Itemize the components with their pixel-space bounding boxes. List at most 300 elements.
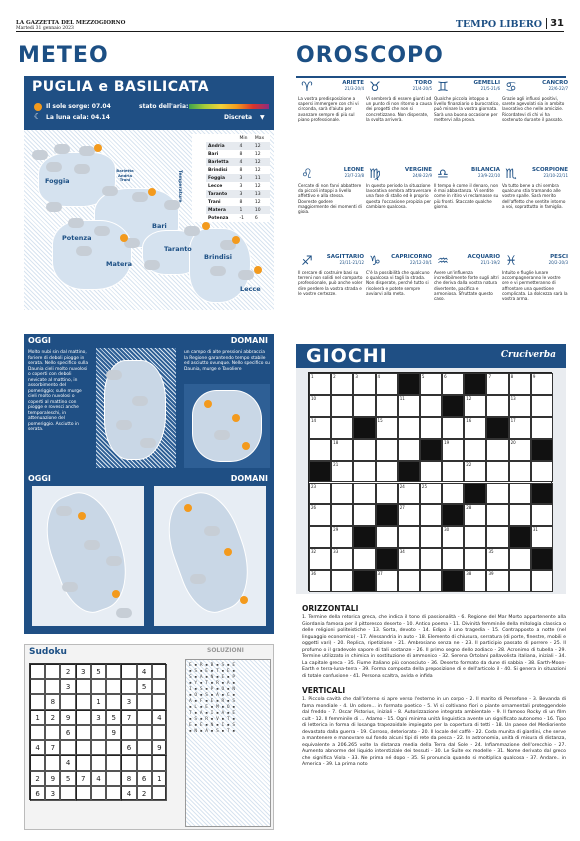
sign-name: GEMELLI (473, 80, 500, 86)
sudoku-cell: 4 (152, 710, 167, 725)
zodiac-leone-icon: ♌ (301, 167, 313, 182)
sudoku-cell[interactable] (91, 679, 106, 694)
sudoku-cell[interactable] (30, 664, 45, 679)
crossword-cell[interactable] (331, 504, 353, 526)
map-label-foggia: Foggia (45, 177, 70, 185)
sign-dates: 22/12-20/1 (410, 260, 432, 265)
sudoku-cell[interactable] (121, 725, 136, 740)
crossword-cell[interactable] (331, 548, 353, 570)
crossword-cell[interactable] (353, 461, 375, 483)
crossword-number: 1 (311, 374, 314, 379)
crossword-cell[interactable] (398, 395, 420, 417)
orizzontali-title: ORIZZONTALI (302, 604, 359, 613)
zodiac-vergine-icon: ♍ (369, 167, 381, 182)
sudoku-cell[interactable] (91, 755, 106, 770)
crossword-cell[interactable] (509, 417, 531, 439)
crossword-cell[interactable] (353, 548, 375, 570)
sign-dates: 21/4-20/5 (412, 86, 432, 91)
sudoku-cell[interactable] (60, 694, 75, 709)
sudoku-cell[interactable] (30, 679, 45, 694)
sudoku-cell: 6 (60, 725, 75, 740)
sudoku-cell[interactable] (152, 664, 167, 679)
crossword-cell[interactable] (464, 395, 486, 417)
crossword-cell[interactable] (376, 439, 398, 461)
mini-map-shape (192, 390, 262, 462)
crossword-number: 9 (532, 374, 536, 379)
domani-label: DOMANI (230, 336, 268, 345)
sign-name: BILANCIA (471, 167, 500, 173)
sign-cancro (502, 80, 568, 122)
sudoku-cell[interactable] (76, 755, 91, 770)
crossword-cell[interactable] (531, 417, 553, 439)
crossword-cell[interactable] (509, 570, 531, 592)
sudoku-cell: 9 (60, 710, 75, 725)
crossword-cell[interactable] (464, 504, 486, 526)
crossword-block (442, 395, 464, 417)
crossword-cell[interactable] (531, 526, 553, 548)
crossword-cell[interactable] (509, 483, 531, 505)
giochi-header (296, 344, 566, 368)
crossword-cell[interactable] (398, 417, 420, 439)
crossword-number: 11 (399, 395, 405, 401)
crossword-cell[interactable] (331, 570, 353, 592)
air-quality-pointer-icon: ▼ (260, 114, 265, 121)
crossword-cell[interactable] (531, 395, 553, 417)
meteo-title: METEO (18, 43, 109, 68)
meteo-region-panel (24, 76, 274, 128)
cloud-icon (76, 246, 92, 256)
crossword-block (464, 483, 486, 505)
crossword-number: 17 (510, 417, 516, 423)
crossword-cell[interactable] (309, 373, 331, 395)
sudoku-cell[interactable] (76, 679, 91, 694)
crossword-number: 7 (488, 374, 491, 379)
sudoku-cell[interactable] (152, 786, 167, 801)
crossword-cell[interactable] (331, 526, 353, 548)
crossword-cell[interactable] (309, 417, 331, 439)
sudoku-cell[interactable] (45, 679, 60, 694)
crossword-block (376, 504, 398, 526)
sudoku-cell[interactable] (137, 710, 152, 725)
crossword-cell[interactable] (486, 504, 508, 526)
italy-map-oggi (32, 486, 144, 626)
crossword-cell[interactable] (376, 526, 398, 548)
crossword-cell[interactable] (464, 570, 486, 592)
crossword-cell[interactable] (442, 417, 464, 439)
sudoku-cell: 6 (30, 786, 45, 801)
sudoku-cell[interactable] (76, 725, 91, 740)
crossword-cell[interactable] (376, 483, 398, 505)
zodiac-scorpione-icon: ♏ (505, 167, 517, 182)
crossword-number: 20 (510, 439, 516, 445)
sudoku-cell: 9 (106, 725, 121, 740)
temp-row: Bari 8 12 (208, 151, 261, 157)
crossword-cell[interactable] (509, 439, 531, 461)
crossword-number: 2 (333, 374, 336, 379)
cloud-icon (204, 526, 220, 536)
sign-text: Il tempo è come il denaro, non è mai abbastanza. Vi sentite come in ritiro vi reclamasse su più fronti. Staccate qualche giorno. (434, 183, 499, 209)
crossword-cell[interactable] (509, 395, 531, 417)
cloud-icon (144, 260, 160, 270)
cloud-icon (62, 582, 78, 592)
crossword-cell[interactable] (376, 461, 398, 483)
italy-shape (34, 484, 141, 621)
cloud-icon (106, 370, 122, 380)
forecast-panel (24, 334, 274, 472)
sudoku-cell[interactable] (106, 694, 121, 709)
sudoku-cell[interactable] (45, 755, 60, 770)
sun-icon (232, 414, 240, 422)
zodiac-bilancia-icon: ♎ (437, 167, 449, 182)
crossword-frame (296, 368, 566, 594)
sudoku-cell: 6 (121, 740, 136, 755)
sudoku-cell[interactable] (91, 786, 106, 801)
sign-name: CAPRICORNO (391, 254, 432, 260)
sign-dates: 21/1-19/2 (480, 260, 500, 265)
crossword-cell[interactable] (509, 461, 531, 483)
sudoku-cell[interactable] (76, 710, 91, 725)
crossword-cell[interactable] (420, 461, 442, 483)
crossword-cell[interactable] (420, 570, 442, 592)
temp-row: Lecce 3 12 (208, 183, 261, 189)
crossword-cell[interactable] (486, 373, 508, 395)
crossword-block (353, 417, 375, 439)
zodiac-acquario-icon: ♒ (437, 254, 449, 269)
crossword-cell[interactable] (442, 526, 464, 548)
crossword-block (353, 526, 375, 548)
giochi-title: GIOCHI (306, 345, 388, 367)
crossword-number: 15 (377, 417, 383, 423)
crossword-cell[interactable] (509, 373, 531, 395)
crossword-cell[interactable] (353, 373, 375, 395)
masthead (16, 18, 564, 32)
map-region-basilicata (52, 220, 132, 290)
crossword-cell[interactable] (331, 461, 353, 483)
sign-acquario (434, 254, 500, 301)
sudoku-grid[interactable] (29, 663, 166, 800)
air-quality-label: stato dell'aria: (139, 103, 189, 110)
sudoku-cell: 5 (106, 710, 121, 725)
crossword-cell[interactable] (442, 439, 464, 461)
crossword-block (376, 548, 398, 570)
map-label-barletta: Barletta Andria Trani (116, 168, 134, 182)
crossword-cell[interactable] (486, 439, 508, 461)
cloud-icon (46, 162, 62, 172)
sudoku-cell[interactable] (137, 725, 152, 740)
crossword-number: 4 (377, 374, 381, 379)
sudoku-cell: 4 (91, 771, 106, 786)
crossword-cell[interactable] (442, 373, 464, 395)
crossword-cell[interactable] (398, 548, 420, 570)
cloud-icon (84, 540, 100, 550)
sudoku-cell[interactable] (137, 740, 152, 755)
sudoku-cell[interactable] (106, 679, 121, 694)
crossword-block (509, 526, 531, 548)
crossword-cell[interactable] (376, 417, 398, 439)
orizzontali-text: 1. Termine della retorica greca, che indica il tono di passionalità - 6. Regione del Mar Morto appartenente alla Giordania famosa per il pittoresco deserto - 10. Antico poema - 11. Divinità femminile della mitologia classica o delle religioni politeistiche - 13. Sorta, devoto - 14. Edipo il uno tragedia - 15. Contrapposto a notte (nel linguaggio economico) - 17. Alessandria in auto - 18. Elemento di chiusura, serratura (di porte, finestre, mobili e oggetti vari) - 20. Replica, ripetizione - 21. Ambrosiano senza ne - 23. Il participio passato di porrere - 25. Il profumo o il gradevole sapore di tali sostanze - 26. Il primo segno dello zodiaco - 28. Acronimo di tubella - 29. Termine utilizzato in chimica in sostituzione di ammonico - 32. Serena Ortolani pallavolista italiana, iniziali - 34. La capitale greca - 35. Fiume italiano più conosciuto - 36. Deserto formato da dune di sabbia - 38. Earth-Moon-Earth e terra-luna-terra - 39. Forma composta della preposizione di e dell'articolo il - 40. Si genera in situazioni di totale confusione - 41. Persona scaltra, avida e infida (302, 615, 566, 679)
sun-icon (240, 596, 248, 604)
sudoku-cell[interactable] (137, 755, 152, 770)
crossword-cell[interactable] (376, 395, 398, 417)
cloud-icon (102, 186, 118, 196)
crossword-cell[interactable] (464, 526, 486, 548)
crossword-block (442, 504, 464, 526)
sudoku-cell[interactable] (121, 679, 136, 694)
sudoku-cell[interactable] (152, 679, 167, 694)
crossword-cell[interactable] (331, 373, 353, 395)
crossword-cell[interactable] (309, 504, 331, 526)
sign-toro (366, 80, 432, 122)
verticali-title: VERTICALI (302, 686, 346, 695)
crossword-cell[interactable] (531, 570, 553, 592)
cloud-icon (56, 506, 72, 516)
verticali-text: 1. Piccola cavità che dall'interno si apre verso l'esterno in un corpo - 2. Il marito di Persefone - 3. Bevanda di fama mondiale - 4. Un odore... in formato poetico - 5. Vi si coltivano fiori o piante ornamentali proteggendole dal freddo - 7. Oscar Pistorius, iniziali - 8. Autorizzazione integrata ambientale - 9. Il famoso Rocky di un film cult - 12. Il femminile di ... Adamo - 15. Ogni minima unità linguistica avente un significato autonomo - 16. Tipo di letterica in forma di losanga trapezoidale impiegato per la copertura di tetti - 18. Un paese del Medioriente devastato dalla guerra - 19. Corroso, deteriorato - 20. Il locale del caffè - 22. Coda munita di giardini, che serve a mantenere e manovrare sul fondo alcuni tipi di rete da pesca - 22. In astronomia, unità di misura di distanza, equivalente a 206.265 volte la distanza media della Terra dal Sole - 24. Infiammazione dell'orecchio - 27. Aumento abnorme del liquido interstiziale dei tessuti - 30. Le Suite ex modelle - 31. Nome derivato dal greco che significa Viola - 33. Ne prima né dopo - 35. Si pronuncia quando si moltiplica qualcosa - 37. Andare.. in America - 39. La prima noto (302, 697, 566, 767)
sign-text: Grazie agli influssi positivi, sarete agevolati sia in ambito lavorativo che nelle amicizie. Ricordatevi di chi vi ha sostenuto durante il passato. (502, 96, 565, 122)
crossword-number: 28 (466, 505, 472, 511)
sudoku-cell: 2 (45, 710, 60, 725)
temp-row: Barletta 4 12 (206, 158, 270, 166)
sudoku-cell: 4 (30, 740, 45, 755)
crossword-cell[interactable] (420, 526, 442, 548)
crossword-cell[interactable] (331, 439, 353, 461)
crossword-cell[interactable] (309, 439, 331, 461)
moon-icon: ☾ (34, 112, 42, 121)
cloud-icon (190, 574, 206, 584)
crossword-number: 21 (333, 461, 339, 467)
sign-text: Qualche piccola intoppo a livello finanziario o burocratico, può minare la vostra giornata. Sarà una buona occasione per mettervi alla prova. (434, 96, 500, 122)
sign-capricorno (366, 254, 432, 296)
oroscopo-title: OROSCOPO (296, 43, 444, 68)
crossword-cell[interactable] (309, 483, 331, 505)
crossword-cell[interactable] (398, 483, 420, 505)
crossword-cell[interactable] (353, 439, 375, 461)
crossword-cell[interactable] (420, 483, 442, 505)
oroscopo-grid (296, 76, 566, 338)
temp-row: Andria 4 12 (206, 142, 270, 150)
sign-dates: 23/11-21/12 (339, 260, 364, 265)
crossword-cell[interactable] (353, 483, 375, 505)
crossword-cell[interactable] (509, 504, 531, 526)
solutions-text: E ▪ R ▪ B ▪ S ▪ E ▪ S ▪ E ▪ T ▪ E ▪ S ▪ A ▪ N ▪ E ▪ P ▪ Y ▪ T ▪ R ▪ A ▪ I ▪ S ▪ P ▪ O ▪ N ▪ O ▪ S ▪ A ▪ C ▪ A ▪ F ▪ E ▪ R ▪ S ▪ L ▪ E ▪ M ▪ O ▪ T ▪ A ▪ I ▪ A ▪ E ▪ S ▪ R ▪ V ▪ T ▪ E ▪ E ▪ N ▪ I ▪ S ▪ N ▪ A ▪ S ▪ T ▪ (189, 663, 236, 734)
temp-row: Taranto 3 13 (206, 190, 270, 198)
sudoku-cell[interactable] (121, 755, 136, 770)
zodiac-pesci-icon: ♓ (505, 254, 517, 269)
sunrise-text: Il sole sorge: 07.04 (46, 103, 111, 110)
crossword-cell[interactable] (420, 395, 442, 417)
crossword-cell[interactable] (398, 439, 420, 461)
crossword-cell[interactable] (464, 548, 486, 570)
crossword-cell[interactable] (309, 395, 331, 417)
mini-map-domani (184, 384, 270, 468)
crossword-cell[interactable] (331, 483, 353, 505)
crossword-cell[interactable] (309, 570, 331, 592)
crossword-number: 25 (421, 483, 427, 489)
sign-dates: 23/7-23/8 (344, 173, 364, 178)
crossword-cell[interactable] (398, 504, 420, 526)
crossword-cell[interactable] (442, 483, 464, 505)
sudoku-cell[interactable] (76, 694, 91, 709)
crossword-cell[interactable] (486, 548, 508, 570)
map-label-matera: Matera (106, 260, 132, 268)
crossword-cell[interactable] (420, 504, 442, 526)
sudoku-cell[interactable] (106, 755, 121, 770)
sudoku-cell[interactable] (30, 694, 45, 709)
sign-scorpione (502, 167, 568, 209)
sudoku-cell[interactable] (106, 664, 121, 679)
sudoku-cell: 8 (121, 771, 136, 786)
sudoku-cell[interactable] (152, 725, 167, 740)
crossword-cell[interactable] (486, 526, 508, 548)
sudoku-cell[interactable] (106, 740, 121, 755)
crossword-cell[interactable] (486, 570, 508, 592)
temperature-table (177, 134, 270, 222)
crossword-cell[interactable] (464, 439, 486, 461)
sign-dates: 24/8-22/9 (412, 173, 432, 178)
solutions-grid (185, 659, 271, 827)
sudoku-cell[interactable] (152, 755, 167, 770)
sudoku-cell: 3 (45, 786, 60, 801)
crossword-number: 12 (466, 395, 472, 401)
crossword-cell[interactable] (353, 504, 375, 526)
crossword-cell[interactable] (398, 570, 420, 592)
crossword-cell[interactable] (331, 417, 353, 439)
crossword-number: 10 (311, 395, 317, 401)
sudoku-cell[interactable] (60, 786, 75, 801)
crossword-cell[interactable] (509, 548, 531, 570)
cloud-icon (184, 226, 200, 236)
crossword-cell[interactable] (398, 526, 420, 548)
crossword-cell[interactable] (309, 526, 331, 548)
sign-text: Va tutto bene a chi sembra qualcuno stia tramando alle vostre spalle. Sarà merito dell'affetto che sentite intorno a voi, soprattutto in famiglia. (502, 183, 566, 209)
crossword-cell[interactable] (420, 373, 442, 395)
crossword-cell[interactable] (420, 417, 442, 439)
crossword-cell[interactable] (331, 395, 353, 417)
crossword-number: 3 (355, 374, 358, 379)
cloud-icon (132, 192, 148, 202)
mini-map-oggi (96, 348, 176, 468)
crossword-cell[interactable] (486, 395, 508, 417)
cloud-icon (116, 420, 132, 430)
sudoku-cell: 2 (137, 786, 152, 801)
sign-vergine (366, 167, 432, 209)
cloud-icon (79, 146, 95, 156)
sign-pesci (502, 254, 568, 301)
sun-icon (184, 504, 192, 512)
sudoku-cell[interactable] (106, 786, 121, 801)
crossword-cell[interactable] (531, 504, 553, 526)
sudoku-cell[interactable] (91, 725, 106, 740)
crossword-cell[interactable] (420, 548, 442, 570)
crossword-block (531, 548, 553, 570)
cloud-icon (32, 150, 48, 160)
crossword-number: 6 (444, 374, 447, 379)
crossword-block (531, 483, 553, 505)
temp-row: Trani 8 12 (208, 199, 261, 205)
sign-text: Intuito e fiuglie lunare accompagneranno le vostre ore e vi permetteranno di affrontare una questione complicata. La dolcezza sarà la vostra arma. (502, 270, 568, 302)
sudoku-cell[interactable] (91, 740, 106, 755)
sign-text: Vi sembrerà di essere giunti ad un punto di non ritorno a causa dei progetti che non si concretizzano. Non disperate, la svolta arriverà. (366, 96, 432, 122)
crossword-cell[interactable] (442, 461, 464, 483)
crossword-number: 13 (510, 395, 516, 401)
cloud-icon (116, 608, 132, 618)
cloud-icon (132, 396, 148, 406)
sign-name: TORO (414, 80, 432, 86)
giochi-subtitle: Cruciverba (500, 350, 556, 360)
zodiac-ariete-icon: ♈ (301, 80, 313, 95)
sudoku-cell: 6 (137, 771, 152, 786)
crossword-cell[interactable] (464, 461, 486, 483)
section-name: TEMPO LIBERO (455, 19, 542, 30)
sudoku-cell[interactable] (30, 725, 45, 740)
cloud-icon (238, 270, 254, 280)
crossword-number: 22 (466, 461, 472, 467)
crossword-number: 36 (311, 571, 317, 577)
crossword-cell[interactable] (486, 483, 508, 505)
crossword-cell[interactable] (531, 461, 553, 483)
cloud-icon (54, 144, 70, 154)
sudoku-cell[interactable] (30, 755, 45, 770)
crossword-block (531, 439, 553, 461)
sudoku-cell[interactable] (137, 694, 152, 709)
sudoku-cell[interactable] (152, 694, 167, 709)
sun-icon (34, 103, 42, 111)
crossword-cell[interactable] (353, 395, 375, 417)
crossword-cell[interactable] (486, 461, 508, 483)
crossword-cell[interactable] (376, 570, 398, 592)
crossword-cell[interactable] (531, 373, 553, 395)
sign-dates: 21/5-21/6 (480, 86, 500, 91)
crossword-number: 31 (532, 527, 538, 533)
zodiac-sagittario-icon: ♐ (301, 254, 313, 269)
sudoku-cell[interactable] (60, 740, 75, 755)
sudoku-cell[interactable] (45, 725, 60, 740)
sudoku-cell[interactable] (45, 664, 60, 679)
crossword-number: 38 (466, 571, 472, 577)
sign-name: SCORPIONE (531, 167, 568, 173)
sudoku-cell[interactable] (106, 771, 121, 786)
temperature-grid (206, 134, 270, 222)
crossword-cell[interactable] (464, 417, 486, 439)
crossword-number: 33 (333, 549, 339, 555)
sign-sagittario (298, 254, 364, 296)
crossword-cell[interactable] (376, 373, 398, 395)
italy-forecast-panel (24, 472, 274, 634)
map-label-brindisi: Brindisi (204, 253, 232, 261)
cloud-icon (214, 430, 230, 440)
crossword-cell[interactable] (309, 548, 331, 570)
crossword-cell[interactable] (442, 548, 464, 570)
sudoku-cell[interactable] (76, 786, 91, 801)
crossword-number: 5 (421, 374, 425, 379)
oggi-label: OGGI (28, 336, 51, 345)
sudoku-cell: 2 (30, 771, 45, 786)
sudoku-cell: 1 (30, 710, 45, 725)
sign-dates: 23/10-22/11 (543, 173, 568, 178)
temperature-side-label: Temperature (177, 170, 182, 203)
cloud-icon (46, 202, 62, 212)
sign-text: In questo periodo la situazione lavorativa sembra attraversare una fase di stallo ed è proprio questa l'occasione propizia per cambiare qualcosa. (366, 183, 432, 209)
sudoku-cell[interactable] (121, 664, 136, 679)
sun-icon (254, 266, 262, 274)
crossword-grid[interactable] (308, 372, 552, 591)
crossword-number: 26 (311, 505, 317, 511)
sudoku-cell[interactable] (76, 740, 91, 755)
sudoku-cell: 5 (91, 664, 106, 679)
map-label-lecce: Lecce (240, 285, 261, 293)
sudoku-cell: 1 (152, 771, 167, 786)
sun-icon (148, 188, 156, 196)
sign-dates: 20/2-20/3 (548, 260, 568, 265)
